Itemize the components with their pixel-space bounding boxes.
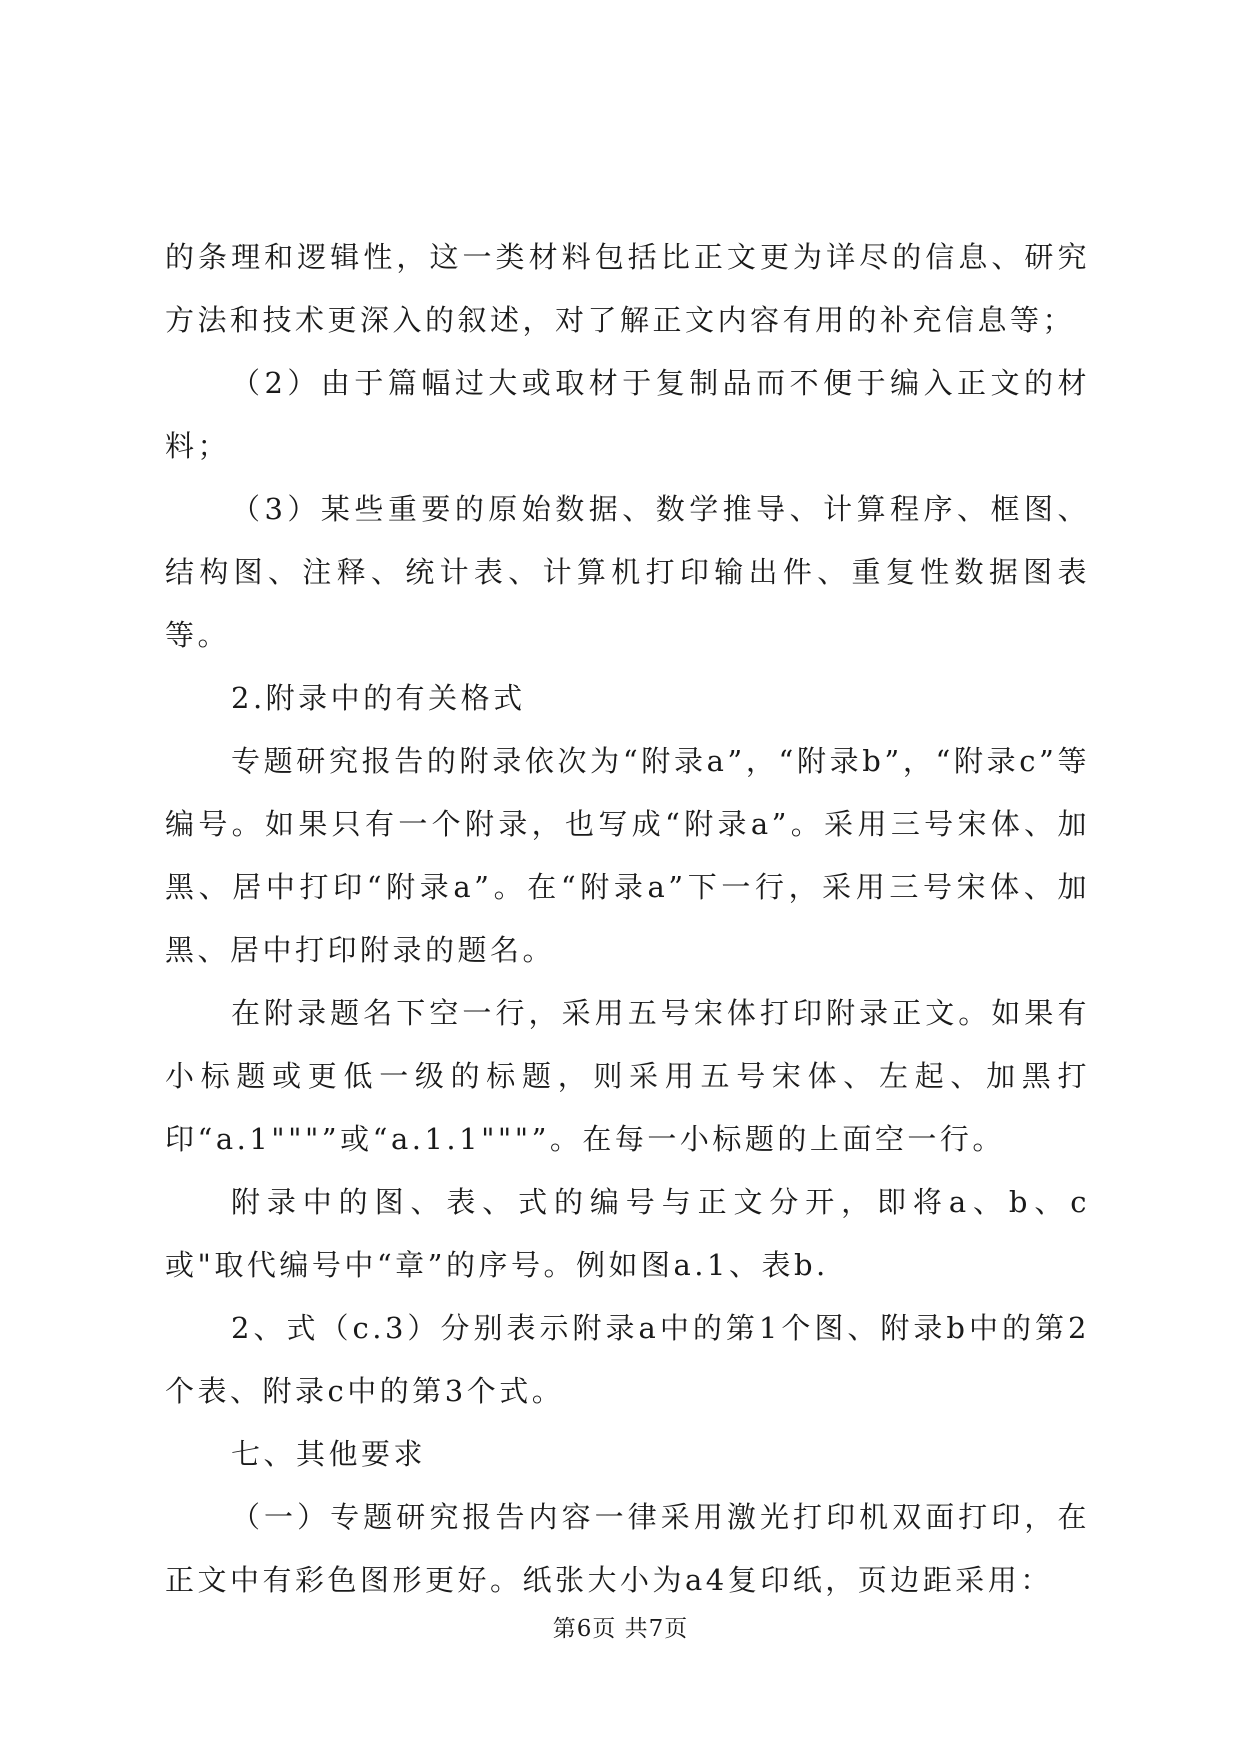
- paragraph-continuation: 的条理和逻辑性，这一类材料包括比正文更为详尽的信息、研究方法和技术更深入的叙述，对了解正文内容有用的补充信息等；: [165, 240, 1090, 337]
- section-heading-other-requirements: 七、其他要求: [231, 1437, 427, 1471]
- paragraph-item-3: （3）某些重要的原始数据、数学推导、计算程序、框图、结构图、注释、统计表、计算机打印输出件、重复性数据图表等。: [165, 492, 1090, 652]
- paragraph-appendix-body: 在附录题名下空一行，采用五号宋体打印附录正文。如果有小标题或更低一级的标题，则采用五号宋体、左起、加黑打印“a.1"""”或“a.1.1"""”。在每一小标题的上面空一行。: [165, 996, 1090, 1156]
- paragraph-figure-example: 2、式（c.3）分别表示附录a中的第1个图、附录b中的第2个表、附录c中的第3个式。: [165, 1311, 1090, 1408]
- paragraph-appendix-numbering: 专题研究报告的附录依次为“附录a”，“附录b”，“附录c”等编号。如果只有一个附录，也写成“附录a”。采用三号宋体、加黑、居中打印“附录a”。在“附录a”下一行，采用三号宋体、加黑、居中打印附录的题名。: [165, 744, 1090, 967]
- paragraph-printing-requirements: （一）专题研究报告内容一律采用激光打印机双面打印，在正文中有彩色图形更好。纸张大小为a4复印纸，页边距采用：: [165, 1500, 1090, 1597]
- page-number-footer: 第6页 共7页: [552, 1616, 689, 1642]
- paragraph-item-2: （2）由于篇幅过大或取材于复制品而不便于编入正文的材料；: [165, 366, 1090, 463]
- section-heading-appendix-format: 2.附录中的有关格式: [231, 681, 526, 715]
- paragraph-figure-numbering: 附录中的图、表、式的编号与正文分开，即将a、b、c或"取代编号中“章”的序号。例如图a.1、表b.: [165, 1185, 1090, 1282]
- document-body: [165, 226, 1090, 1612]
